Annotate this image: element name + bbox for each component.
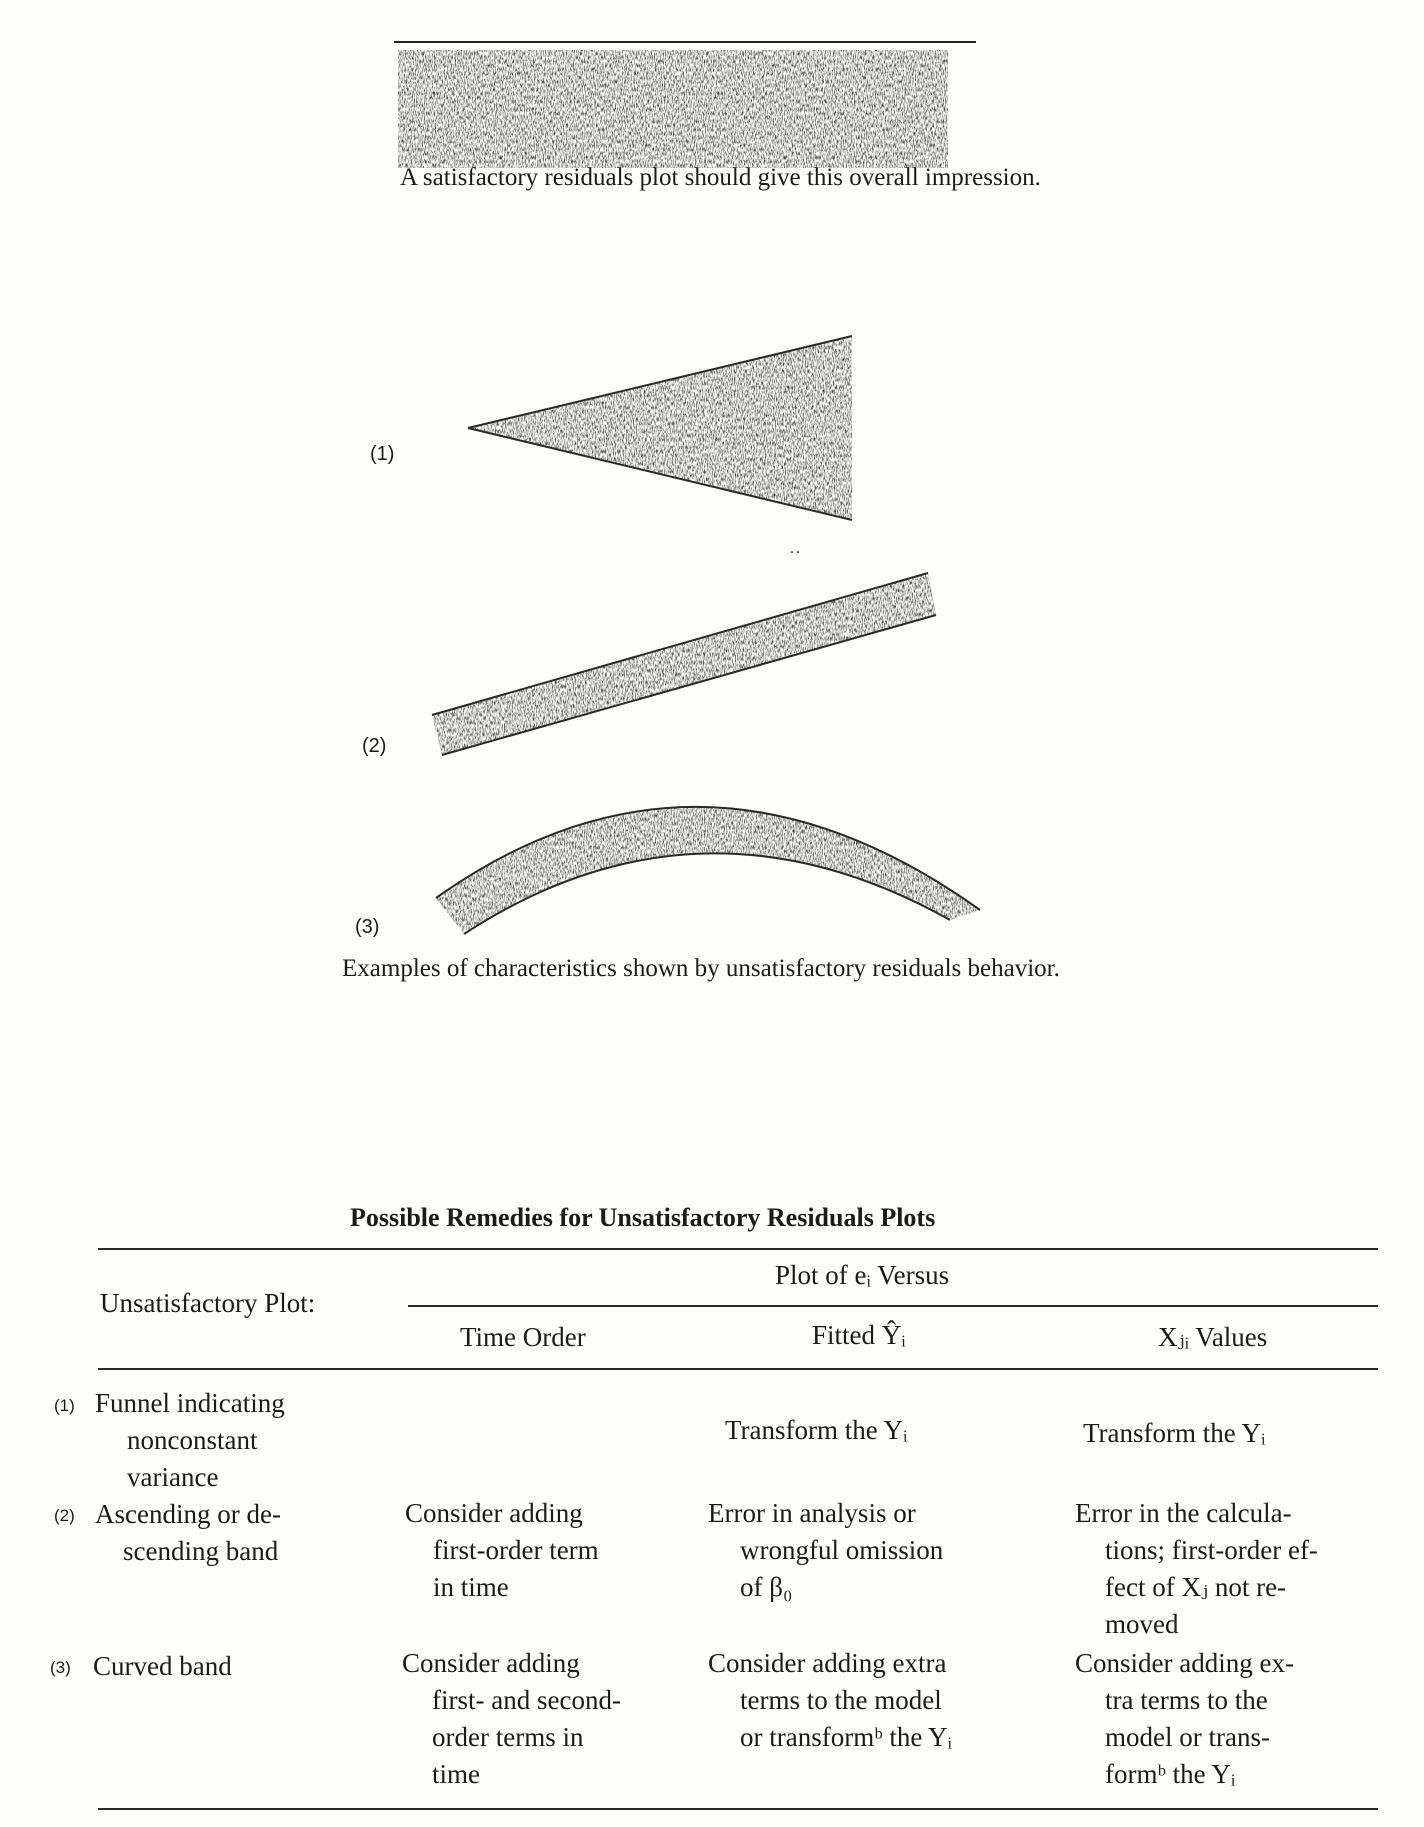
unsatisfactory-caption: Examples of characteristics shown by unsatisfactory residuals behavior. [342,955,1060,982]
header-bottom-rule [98,1368,1378,1370]
cell-line: Transform the Yᵢ [725,1415,908,1445]
cell-line: formᵇ the Yᵢ [1105,1759,1236,1789]
table-row-2-plot [95,1496,281,1570]
cell-line: terms to the model [740,1685,942,1715]
cell-line: of β₀ [740,1572,793,1602]
cell-line: Consider adding ex- [1075,1648,1294,1678]
dots-mark: .. [790,540,802,557]
table-bottom-rule [98,1808,1378,1810]
cell-line: Consider adding extra [708,1648,947,1678]
cell-line: Ascending or de- [95,1499,281,1529]
cell-line: nonconstant [127,1425,258,1455]
table-row-2-time-order [405,1495,599,1606]
pattern-1-number: (1) [370,443,395,465]
cell-line: tra terms to the [1105,1685,1268,1715]
cell-line: tions; first-order ef- [1105,1535,1318,1565]
table-top-rule [98,1248,1378,1250]
cell-line: model or trans- [1105,1722,1270,1752]
column-header-time-order: Time Order [460,1322,586,1352]
cell-line: or transformᵇ the Yᵢ [740,1722,952,1752]
cell-line: variance [127,1462,219,1492]
group-header: Plot of eᵢ Versus [775,1260,950,1290]
cell-line: Consider adding [405,1498,583,1528]
cell-line: scending band [123,1536,279,1566]
table-title: Possible Remedies for Unsatisfactory Residuals Plots [350,1203,936,1232]
cell-line: Funnel indicating [95,1388,285,1418]
ascending-band-pattern [420,565,940,765]
satisfactory-caption: A satisfactory residuals plot should give this overall impression. [400,164,1041,191]
cell-line: Curved band [93,1651,232,1681]
table-row-1-number: (1) [54,1396,75,1415]
funnel-pattern [460,330,860,530]
cell-line: first- and second- [432,1685,621,1715]
cell-line: Error in the calcula- [1075,1498,1292,1528]
column-header-fitted: Fitted Ŷᵢ [812,1320,906,1350]
table-row-3-time-order [402,1645,621,1793]
cell-line: fect of Xⱼ not re- [1105,1572,1287,1602]
pattern-2-number: (2) [362,735,387,757]
column-header-x-values: Xⱼᵢ Values [1158,1322,1268,1352]
satisfactory-residual-band [390,36,980,176]
cell-line: in time [433,1572,509,1602]
table-row-2-number: (2) [54,1506,75,1525]
table-row-3-fitted [708,1645,952,1756]
cell-line: moved [1105,1609,1179,1639]
cell-line: first-order term [433,1535,599,1565]
group-header-rule [408,1305,1378,1307]
pattern-3-number: (3) [355,916,380,938]
cell-line: order terms in [432,1722,584,1752]
cell-line: Transform the Yᵢ [1083,1418,1266,1448]
table-row-3-x-values [1075,1645,1294,1793]
cell-line: wrongful omission [740,1535,944,1565]
cell-line: Consider adding [402,1648,580,1678]
table-row-1-fitted [725,1412,907,1449]
table-row-2-fitted [708,1495,943,1606]
table-row-1-plot [95,1385,285,1496]
table-row-3-number: (3) [50,1658,71,1677]
curved-band-pattern [430,770,1000,940]
cell-line: Error in analysis or [708,1498,916,1528]
table-row-3-plot [93,1648,232,1685]
row-header: Unsatisfactory Plot: [100,1288,316,1318]
cell-line: time [432,1759,480,1789]
table-row-2-x-values [1075,1495,1318,1643]
table-row-1-x-values [1083,1415,1265,1452]
